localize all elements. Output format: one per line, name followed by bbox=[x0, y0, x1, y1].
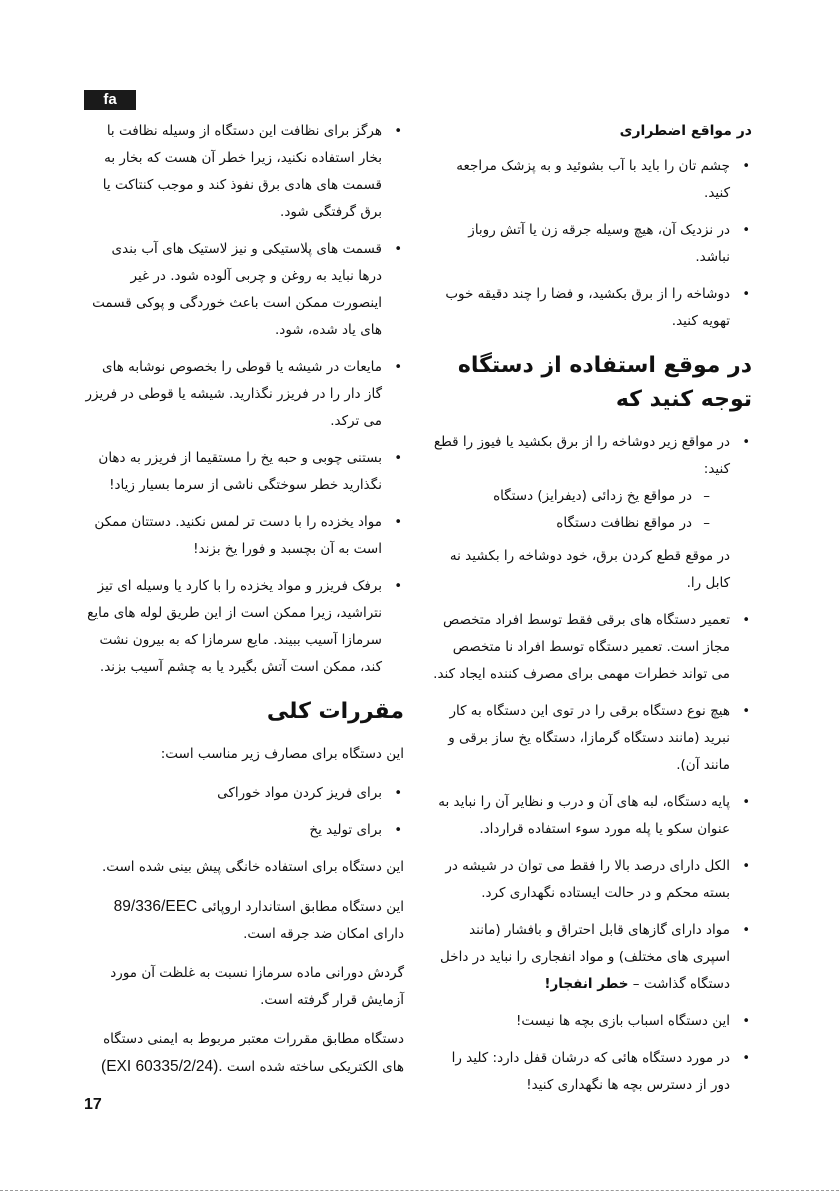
unplug-note: در موقع قطع کردن برق، خود دوشاخه را بکشید نه کابل را. bbox=[449, 548, 730, 591]
paragraph: این دستگاه برای مصارف زیر مناسب است: bbox=[160, 746, 404, 762]
paragraph bbox=[84, 893, 404, 948]
right-column bbox=[432, 118, 752, 1109]
explosion-warning: خطر انفجار! bbox=[544, 976, 629, 992]
list-item: • هیچ نوع دستگاه برقی را در توی این دستگاه به کار نبرید (مانند دستگاه گرمازا، دستگاه یخ ساز برقی و مانند آن). bbox=[432, 698, 752, 779]
list-item: • برفک فریزر و مواد یخزده را با کارد یا وسیله ای تیز نتراشید، زیرا ممکن است از این طریق لوله های مایع سرمازا آسیب ببیند. مایع سرمازا که به بیرون نشت کند، ممکن است آتش بگیرد یا به چشم آسیب بزند. bbox=[84, 573, 404, 681]
paragraph: این دستگاه برای استفاده خانگی پیش بینی شده است. bbox=[101, 859, 404, 875]
heading-usage-attention: در موقع استفاده از دستگاه توجه کنید که bbox=[457, 353, 752, 412]
list-item: • در مورد دستگاه هائی که درشان قفل دارد: کلید را دور از دسترس بچه ها نگهداری کنید! bbox=[432, 1045, 752, 1099]
list-item: • بستنی چوبی و حبه یخ را مستقیما از فریزر به دهان نگذارید خطر سوختگی ناشی از سرما بسیار زیاد! bbox=[84, 445, 404, 499]
sub-item: – در مواقع نظافت دستگاه bbox=[432, 510, 730, 537]
list-item: • در نزدیک آن، هیچ وسیله جرقه زن یا آتش روباز نباشد. bbox=[432, 217, 752, 271]
paragraph-text: دستگاه مطابق مقررات معتبر مربوط به ایمنی دستگاه های الکتریکی ساخته شده است bbox=[103, 1031, 404, 1075]
sub-item: – در مواقع یخ زدائی (دیفرایز) دستگاه bbox=[432, 483, 730, 510]
list-item: • تعمیر دستگاه های برقی فقط توسط افراد متخصص مجاز است. تعمیر دستگاه توسط افراد نا متخصص می تواند خطرات مهمی برای مصرف کننده ایجاد کند. bbox=[432, 607, 752, 688]
list-item: • هرگز برای نظافت این دستگاه از وسیله نظافت با بخار استفاده نکنید، زیرا خطر آن هست که بخار به قسمت های هادی برق نفوذ کند و موجب کنتاکت یا برق گرفتگی شود. bbox=[84, 118, 404, 226]
paragraph: گردش دورانی ماده سرمازا نسبت به غلظت آن مورد آزمایش قرار گرفته است. bbox=[110, 965, 404, 1008]
list-item: • الکل دارای درصد بالا را فقط می توان در شیشه در بسته محکم و در حالت ایستاده نگهداری کرد. bbox=[432, 853, 752, 907]
list-item: • دوشاخه را از برق بکشید، و فضا را چند دقیقه خوب تهویه کنید. bbox=[432, 281, 752, 335]
list-item: • برای تولید یخ bbox=[84, 817, 404, 844]
list-item: • قسمت های پلاستیکی و نیز لاستیک های آب بندی درها نباید به روغن و چربی آلوده شود. در غیر اینصورت ممکن است باعث خوردگی و پوکی قسمت های یاد شده، شود. bbox=[84, 236, 404, 344]
list-item: • برای فریز کردن مواد خوراکی bbox=[84, 780, 404, 807]
paragraph-text: دارای امکان ضد جرقه است. bbox=[243, 926, 404, 942]
language-tab: fa bbox=[84, 90, 136, 110]
left-column bbox=[84, 118, 404, 1093]
list-item: • این دستگاه اسباب بازی بچه ها نیست! bbox=[432, 1008, 752, 1035]
page-edge-line bbox=[0, 1190, 839, 1191]
list-item bbox=[432, 917, 752, 998]
heading-general-rules: مقررات کلی bbox=[266, 699, 404, 724]
heading-emergency: در مواقع اضطراری bbox=[619, 123, 752, 139]
list-item: • مایعات در شیشه یا قوطی را بخصوص نوشابه های گاز دار را در فریزر نگذارید. شیشه یا قوطی در فریزر می ترکد. bbox=[84, 354, 404, 435]
list-item-text: • در مواقع زیر دوشاخه را از برق بکشید یا فیوز را قطع کنید: bbox=[433, 434, 730, 477]
paragraph-text: این دستگاه مطابق استاندارد اروپائی bbox=[201, 899, 404, 915]
standard-code: (EXI 60335/2/24). bbox=[101, 1058, 223, 1075]
standard-code: 89/336/EEC bbox=[113, 898, 198, 915]
list-item: • پایه دستگاه، لبه های آن و درب و نظایر آن را نباید به عنوان سکو یا پله مورد سوء استفاده قرارداد. bbox=[432, 789, 752, 843]
list-item: • مواد یخزده را با دست تر لمس نکنید. دستتان ممکن است به آن بچسبد و فورا یخ بزند! bbox=[84, 509, 404, 563]
list-item-text: مواد دارای گازهای قابل احتراق و بافشار (مانند اسپری های مختلف) و مواد انفجاری را نباید در داخل دستگاه گذاشت – bbox=[440, 922, 730, 992]
list-item bbox=[432, 429, 752, 537]
list-item: • چشم تان را باید با آب بشوئید و به پزشک مراجعه کنید. bbox=[432, 153, 752, 207]
page-number: 17 bbox=[84, 1096, 102, 1113]
paragraph bbox=[84, 1026, 404, 1081]
